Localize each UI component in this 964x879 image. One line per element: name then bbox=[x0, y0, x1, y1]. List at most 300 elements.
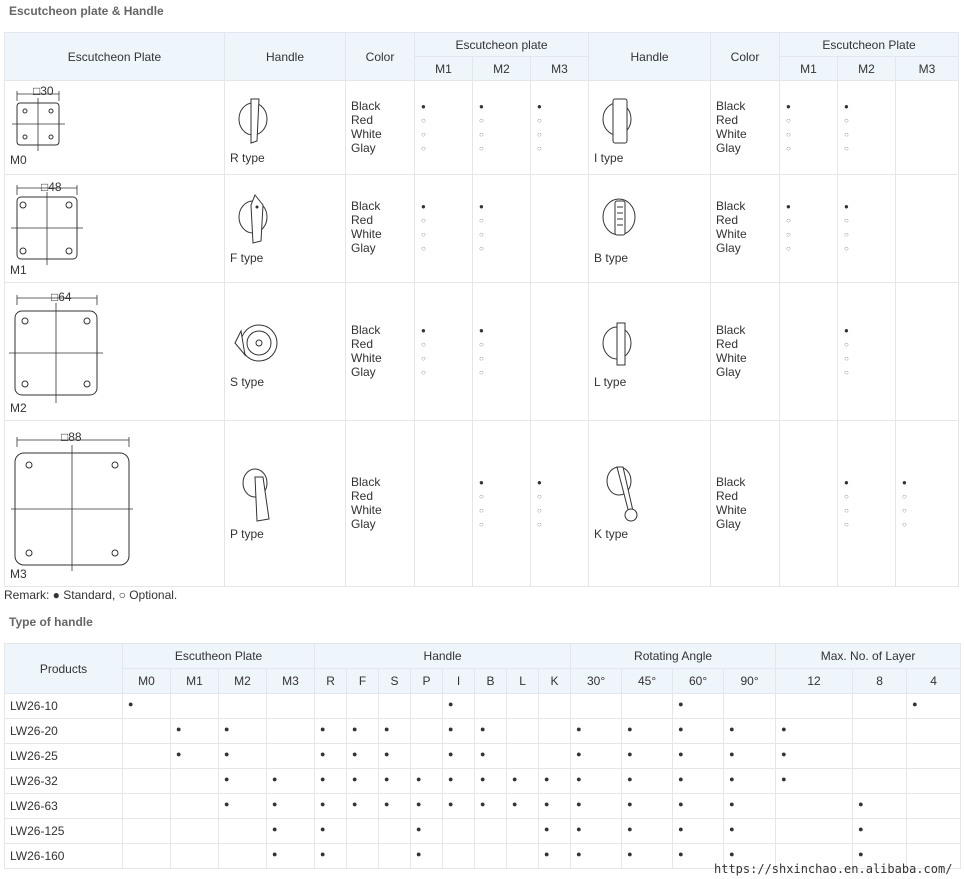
th-sub-0: M0 bbox=[123, 669, 171, 694]
plate-m2-dim: □64 bbox=[51, 290, 72, 304]
cell-18 bbox=[907, 769, 961, 794]
cell-16 bbox=[776, 819, 853, 844]
standard-dot-icon: ● bbox=[352, 749, 358, 759]
standard-dot-icon: ● bbox=[729, 849, 735, 859]
i-m2 bbox=[838, 81, 896, 175]
cell-16 bbox=[776, 694, 853, 719]
cell-1 bbox=[171, 769, 219, 794]
cell-13 bbox=[622, 694, 673, 719]
cell-2 bbox=[219, 769, 267, 794]
cell-6 bbox=[379, 694, 411, 719]
cell-9 bbox=[475, 844, 507, 869]
standard-dot-icon: ● bbox=[416, 849, 422, 859]
standard-dot-icon: ● bbox=[544, 799, 550, 809]
standard-dot-icon: ● bbox=[272, 799, 278, 809]
cell-13 bbox=[622, 844, 673, 869]
t2-subheader-row bbox=[5, 669, 961, 694]
cell-9 bbox=[475, 694, 507, 719]
th-sub-3: M3 bbox=[267, 669, 315, 694]
cell-3 bbox=[267, 844, 315, 869]
cell-1 bbox=[171, 719, 219, 744]
standard-dot-icon: ● bbox=[320, 774, 326, 784]
cell-9 bbox=[475, 744, 507, 769]
cell-18 bbox=[907, 694, 961, 719]
cell-17 bbox=[853, 769, 907, 794]
standard-dot-icon: ● bbox=[576, 849, 582, 859]
colors-p: Black Red White Glay bbox=[346, 421, 415, 587]
cell-0 bbox=[123, 819, 171, 844]
table-row bbox=[5, 769, 961, 794]
section-title-escutcheon: Escutcheon plate & Handle bbox=[9, 4, 164, 18]
cell-6 bbox=[379, 794, 411, 819]
cell-4 bbox=[315, 694, 347, 719]
th-sub-9: B bbox=[475, 669, 507, 694]
th-sub-2: M2 bbox=[219, 669, 267, 694]
cell-4 bbox=[315, 719, 347, 744]
s-m1 bbox=[415, 283, 473, 421]
watermark: https://shxinchao.en.alibaba.com/ bbox=[714, 862, 953, 876]
colors-f: Black Red White Glay bbox=[346, 175, 415, 283]
standard-dot-icon: ● bbox=[128, 699, 134, 709]
cell-10 bbox=[507, 794, 539, 819]
i-type-label: I type bbox=[594, 151, 624, 165]
standard-dot-icon: ● bbox=[480, 799, 486, 809]
cell-11 bbox=[539, 769, 571, 794]
th-esc-plate-right: Escutcheon Plate bbox=[780, 33, 959, 57]
l-type-handle-icon bbox=[599, 319, 639, 369]
cell-17 bbox=[853, 744, 907, 769]
standard-dot-icon: ● bbox=[544, 849, 550, 859]
standard-dot-icon: ● bbox=[416, 799, 422, 809]
standard-dot-icon: ● bbox=[912, 699, 918, 709]
cell-11 bbox=[539, 819, 571, 844]
cell-0 bbox=[123, 794, 171, 819]
f-m3 bbox=[531, 175, 589, 283]
th-sub-15: 90° bbox=[724, 669, 776, 694]
th-m3-right: M3 bbox=[896, 57, 959, 81]
cell-12 bbox=[571, 694, 622, 719]
r-type-label: R type bbox=[230, 151, 265, 165]
th-sub-1: M1 bbox=[171, 669, 219, 694]
b-m3 bbox=[896, 175, 959, 283]
plate-m2-icon bbox=[5, 283, 225, 421]
f-type-label: F type bbox=[230, 251, 264, 265]
p-type-handle-icon bbox=[237, 465, 281, 525]
colors-b: Black Red White Glay bbox=[711, 175, 780, 283]
cell-10 bbox=[507, 819, 539, 844]
k-type-label: K type bbox=[594, 527, 629, 541]
plate-m0-label: M0 bbox=[10, 153, 27, 167]
th-m2-right: M2 bbox=[838, 57, 896, 81]
standard-dot-icon: ● bbox=[576, 774, 582, 784]
f-type-handle-icon bbox=[235, 191, 275, 247]
product-name: LW26-20 bbox=[5, 719, 123, 744]
cell-3 bbox=[267, 769, 315, 794]
plate-m2-label: M2 bbox=[10, 401, 27, 415]
cell-7 bbox=[411, 844, 443, 869]
cell-17 bbox=[853, 819, 907, 844]
standard-dot-icon: ● bbox=[678, 749, 684, 759]
cell-13 bbox=[622, 719, 673, 744]
standard-dot-icon: ● bbox=[448, 749, 454, 759]
th-sub-14: 60° bbox=[673, 669, 724, 694]
handle-r-type bbox=[225, 81, 346, 175]
cell-1 bbox=[171, 744, 219, 769]
standard-dot-icon: ● bbox=[384, 749, 390, 759]
cell-1 bbox=[171, 844, 219, 869]
standard-dot-icon: ● bbox=[224, 799, 230, 809]
standard-dot-icon: ● bbox=[384, 774, 390, 784]
cell-14 bbox=[673, 744, 724, 769]
cell-3 bbox=[267, 819, 315, 844]
cell-5 bbox=[347, 694, 379, 719]
standard-dot-icon: ● bbox=[272, 849, 278, 859]
cell-12 bbox=[571, 744, 622, 769]
table-row bbox=[5, 819, 961, 844]
cell-12 bbox=[571, 794, 622, 819]
cell-10 bbox=[507, 769, 539, 794]
standard-dot-icon: ● bbox=[729, 724, 735, 734]
cell-13 bbox=[622, 819, 673, 844]
cell-8 bbox=[443, 719, 475, 744]
cell-2 bbox=[219, 744, 267, 769]
cell-0 bbox=[123, 719, 171, 744]
cell-16 bbox=[776, 719, 853, 744]
r-type-handle-icon bbox=[235, 93, 275, 149]
product-name: LW26-63 bbox=[5, 794, 123, 819]
standard-dot-icon: ● bbox=[480, 749, 486, 759]
table-row bbox=[5, 719, 961, 744]
handle-b-type bbox=[589, 175, 711, 283]
cell-10 bbox=[507, 744, 539, 769]
cell-16 bbox=[776, 744, 853, 769]
cell-15 bbox=[724, 794, 776, 819]
cell-15 bbox=[724, 819, 776, 844]
cell-5 bbox=[347, 769, 379, 794]
standard-dot-icon: ● bbox=[627, 774, 633, 784]
plate-m1-icon bbox=[5, 175, 225, 283]
plate-m3-dim: □88 bbox=[61, 430, 82, 444]
th-plate: Escutcheon Plate bbox=[5, 33, 225, 81]
b-m2 bbox=[838, 175, 896, 283]
standard-dot-icon: ● bbox=[480, 774, 486, 784]
cell-9 bbox=[475, 794, 507, 819]
cell-14 bbox=[673, 769, 724, 794]
plate-m1 bbox=[5, 175, 225, 283]
cell-16 bbox=[776, 769, 853, 794]
standard-dot-icon: ● bbox=[858, 824, 864, 834]
plate-row-m3 bbox=[5, 421, 959, 587]
standard-dot-icon: ● bbox=[352, 799, 358, 809]
s-type-label: S type bbox=[230, 375, 265, 389]
standard-dot-icon: ● bbox=[224, 724, 230, 734]
handle-l-type bbox=[589, 283, 711, 421]
cell-10 bbox=[507, 694, 539, 719]
plate-m1-dim: □48 bbox=[41, 180, 62, 194]
escutcheon-table bbox=[4, 32, 959, 587]
th-sub-7: P bbox=[411, 669, 443, 694]
standard-dot-icon: ● bbox=[576, 799, 582, 809]
p-m2 bbox=[473, 421, 531, 587]
standard-dot-icon: ● bbox=[678, 849, 684, 859]
remark: Remark: ● Standard, ○ Optional. bbox=[4, 588, 178, 602]
cell-8 bbox=[443, 769, 475, 794]
cell-12 bbox=[571, 844, 622, 869]
plate-m2 bbox=[5, 283, 225, 421]
th-handle-group: Handle bbox=[315, 644, 571, 669]
cell-2 bbox=[219, 694, 267, 719]
th-sub-4: R bbox=[315, 669, 347, 694]
cell-7 bbox=[411, 719, 443, 744]
th-m3: M3 bbox=[531, 57, 589, 81]
th-max-layer: Max. No. of Layer bbox=[776, 644, 961, 669]
handle-s-type bbox=[225, 283, 346, 421]
i-m3 bbox=[896, 81, 959, 175]
cell-0 bbox=[123, 844, 171, 869]
l-type-label: L type bbox=[594, 375, 627, 389]
cell-17 bbox=[853, 719, 907, 744]
cell-17 bbox=[853, 794, 907, 819]
cell-4 bbox=[315, 769, 347, 794]
table-row bbox=[5, 694, 961, 719]
p-m3 bbox=[531, 421, 589, 587]
plate-row-m1 bbox=[5, 175, 959, 283]
cell-5 bbox=[347, 844, 379, 869]
colors-k: Black Red White Glay bbox=[711, 421, 780, 587]
cell-11 bbox=[539, 794, 571, 819]
standard-dot-icon: ● bbox=[416, 824, 422, 834]
cell-5 bbox=[347, 719, 379, 744]
cell-6 bbox=[379, 819, 411, 844]
standard-dot-icon: ● bbox=[512, 774, 518, 784]
k-type-handle-icon bbox=[601, 461, 645, 525]
colors-s: Black Red White Glay bbox=[346, 283, 415, 421]
cell-18 bbox=[907, 719, 961, 744]
plate-m3 bbox=[5, 421, 225, 587]
cell-13 bbox=[622, 744, 673, 769]
standard-dot-icon: ● bbox=[627, 749, 633, 759]
cell-6 bbox=[379, 769, 411, 794]
th-sub-12: 30° bbox=[571, 669, 622, 694]
cell-16 bbox=[776, 794, 853, 819]
product-name: LW26-10 bbox=[5, 694, 123, 719]
standard-dot-icon: ● bbox=[576, 824, 582, 834]
cell-1 bbox=[171, 819, 219, 844]
colors-l: Black Red White Glay bbox=[711, 283, 780, 421]
cell-13 bbox=[622, 769, 673, 794]
standard-dot-icon: ● bbox=[576, 749, 582, 759]
cell-7 bbox=[411, 694, 443, 719]
th-m2: M2 bbox=[473, 57, 531, 81]
th-m1: M1 bbox=[415, 57, 473, 81]
standard-dot-icon: ● bbox=[272, 774, 278, 784]
cell-1 bbox=[171, 694, 219, 719]
cell-12 bbox=[571, 719, 622, 744]
standard-dot-icon: ● bbox=[320, 724, 326, 734]
cell-14 bbox=[673, 719, 724, 744]
th-esc-plate-left: Escutcheon plate bbox=[415, 33, 589, 57]
th-handle-2: Handle bbox=[589, 33, 711, 81]
standard-dot-icon: ● bbox=[416, 774, 422, 784]
standard-dot-icon: ● bbox=[576, 724, 582, 734]
cell-5 bbox=[347, 744, 379, 769]
th-rotating-angle: Rotating Angle bbox=[571, 644, 776, 669]
plate-row-m0 bbox=[5, 81, 959, 175]
f-m2 bbox=[473, 175, 531, 283]
standard-dot-icon: ● bbox=[729, 799, 735, 809]
th-products: Products bbox=[5, 644, 123, 694]
b-type-handle-icon bbox=[599, 195, 643, 245]
cell-0 bbox=[123, 744, 171, 769]
colors-i: Black Red White Glay bbox=[711, 81, 780, 175]
standard-dot-icon: ● bbox=[448, 774, 454, 784]
l-m3 bbox=[896, 283, 959, 421]
cell-11 bbox=[539, 719, 571, 744]
cell-0 bbox=[123, 769, 171, 794]
cell-2 bbox=[219, 794, 267, 819]
cell-9 bbox=[475, 719, 507, 744]
product-name: LW26-125 bbox=[5, 819, 123, 844]
cell-18 bbox=[907, 794, 961, 819]
cell-11 bbox=[539, 844, 571, 869]
plate-m3-label: M3 bbox=[10, 567, 27, 581]
th-sub-8: I bbox=[443, 669, 475, 694]
l-m2 bbox=[838, 283, 896, 421]
product-name: LW26-32 bbox=[5, 769, 123, 794]
cell-15 bbox=[724, 769, 776, 794]
standard-dot-icon: ● bbox=[352, 724, 358, 734]
plate-m3-icon bbox=[5, 421, 225, 587]
standard-dot-icon: ● bbox=[272, 824, 278, 834]
th-sub-6: S bbox=[379, 669, 411, 694]
th-sub-10: L bbox=[507, 669, 539, 694]
th-sub-16: 12 bbox=[776, 669, 853, 694]
cell-9 bbox=[475, 819, 507, 844]
standard-dot-icon: ● bbox=[858, 849, 864, 859]
standard-dot-icon: ● bbox=[781, 724, 787, 734]
b-type-label: B type bbox=[594, 251, 629, 265]
cell-7 bbox=[411, 819, 443, 844]
handle-f-type bbox=[225, 175, 346, 283]
cell-15 bbox=[724, 694, 776, 719]
cell-12 bbox=[571, 769, 622, 794]
standard-dot-icon: ● bbox=[448, 699, 454, 709]
standard-dot-icon: ● bbox=[781, 749, 787, 759]
l-m1 bbox=[780, 283, 838, 421]
standard-dot-icon: ● bbox=[678, 699, 684, 709]
cell-3 bbox=[267, 694, 315, 719]
cell-8 bbox=[443, 694, 475, 719]
s-m3 bbox=[531, 283, 589, 421]
cell-8 bbox=[443, 819, 475, 844]
cell-9 bbox=[475, 769, 507, 794]
handle-i-type bbox=[589, 81, 711, 175]
standard-dot-icon: ● bbox=[320, 849, 326, 859]
standard-dot-icon: ● bbox=[627, 824, 633, 834]
cell-12 bbox=[571, 819, 622, 844]
cell-6 bbox=[379, 719, 411, 744]
cell-14 bbox=[673, 794, 724, 819]
standard-dot-icon: ● bbox=[384, 724, 390, 734]
cell-4 bbox=[315, 744, 347, 769]
s-m2 bbox=[473, 283, 531, 421]
cell-8 bbox=[443, 744, 475, 769]
cell-6 bbox=[379, 844, 411, 869]
cell-3 bbox=[267, 794, 315, 819]
standard-dot-icon: ● bbox=[678, 724, 684, 734]
cell-17 bbox=[853, 694, 907, 719]
standard-dot-icon: ● bbox=[627, 724, 633, 734]
standard-dot-icon: ● bbox=[224, 749, 230, 759]
cell-4 bbox=[315, 819, 347, 844]
k-m1 bbox=[780, 421, 838, 587]
standard-dot-icon: ● bbox=[729, 824, 735, 834]
r-m3 bbox=[531, 81, 589, 175]
standard-dot-icon: ● bbox=[729, 749, 735, 759]
cell-8 bbox=[443, 794, 475, 819]
cell-14 bbox=[673, 694, 724, 719]
cell-5 bbox=[347, 794, 379, 819]
standard-dot-icon: ● bbox=[678, 799, 684, 809]
cell-11 bbox=[539, 744, 571, 769]
i-m1 bbox=[780, 81, 838, 175]
standard-dot-icon: ● bbox=[480, 724, 486, 734]
th-sub-18: 4 bbox=[907, 669, 961, 694]
plate-m0-dim: □30 bbox=[33, 84, 54, 98]
standard-dot-icon: ● bbox=[544, 824, 550, 834]
th-handle: Handle bbox=[225, 33, 346, 81]
standard-dot-icon: ● bbox=[224, 774, 230, 784]
p-type-label: P type bbox=[230, 527, 264, 541]
cell-0 bbox=[123, 694, 171, 719]
standard-dot-icon: ● bbox=[544, 774, 550, 784]
k-m2 bbox=[838, 421, 896, 587]
section-title-type-of-handle: Type of handle bbox=[9, 615, 93, 629]
table-row bbox=[5, 744, 961, 769]
r-m1 bbox=[415, 81, 473, 175]
b-m1 bbox=[780, 175, 838, 283]
standard-dot-icon: ● bbox=[512, 799, 518, 809]
i-type-handle-icon bbox=[599, 93, 639, 149]
cell-8 bbox=[443, 844, 475, 869]
plate-row-m2 bbox=[5, 283, 959, 421]
colors-r: Black Red White Glay bbox=[346, 81, 415, 175]
cell-4 bbox=[315, 794, 347, 819]
f-m1 bbox=[415, 175, 473, 283]
standard-dot-icon: ● bbox=[176, 724, 182, 734]
standard-dot-icon: ● bbox=[176, 749, 182, 759]
cell-10 bbox=[507, 719, 539, 744]
r-m2 bbox=[473, 81, 531, 175]
cell-13 bbox=[622, 794, 673, 819]
plate-m1-label: M1 bbox=[10, 263, 27, 277]
s-type-handle-icon bbox=[231, 321, 281, 365]
standard-dot-icon: ● bbox=[858, 799, 864, 809]
cell-15 bbox=[724, 744, 776, 769]
th-sub-13: 45° bbox=[622, 669, 673, 694]
standard-dot-icon: ● bbox=[448, 799, 454, 809]
product-name: LW26-25 bbox=[5, 744, 123, 769]
product-name: LW26-160 bbox=[5, 844, 123, 869]
th-color-2: Color bbox=[711, 33, 780, 81]
cell-14 bbox=[673, 819, 724, 844]
cell-3 bbox=[267, 744, 315, 769]
t2-body bbox=[5, 694, 961, 869]
cell-4 bbox=[315, 844, 347, 869]
handle-k-type bbox=[589, 421, 711, 587]
cell-2 bbox=[219, 719, 267, 744]
standard-dot-icon: ● bbox=[384, 799, 390, 809]
